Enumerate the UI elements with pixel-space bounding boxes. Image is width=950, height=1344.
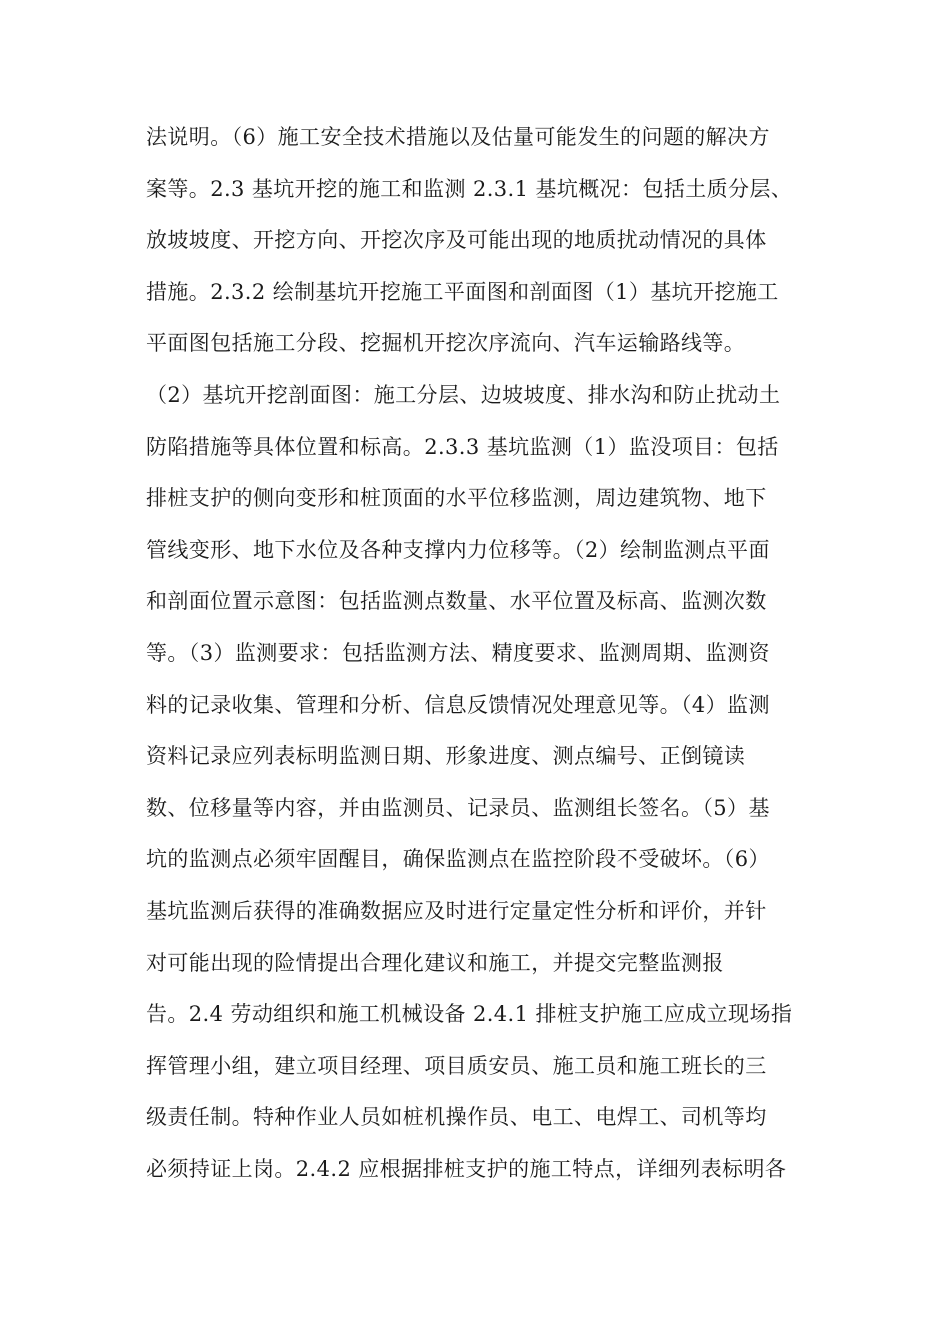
text-line: 数、位移量等内容，并由监测员、记录员、监测组长签名。（5）基 — [146, 795, 770, 820]
text-line: 必须持证上岗。2.4.2 应根据排桩支护的施工特点，详细列表标明各 — [146, 1156, 787, 1181]
text-line: 级责任制。特种作业人员如桩机操作员、电工、电焊工、司机等均 — [146, 1105, 767, 1130]
text-line: 资料记录应列表标明监测日期、形象进度、测点编号、正倒镜读 — [146, 744, 746, 769]
text-line: 告。2.4 劳动组织和施工机械设备 2.4.1 排桩支护施工应成立现场指 — [146, 1002, 793, 1027]
text-line: （2）基坑开挖剖面图：施工分层、边坡坡度、排水沟和防止扰动土 — [146, 382, 781, 407]
text-line: 平面图包括施工分段、挖掘机开挖次序流向、汽车运输路线等。 — [146, 331, 746, 356]
text-line: 坑的监测点必须牢固醒目，确保监测点在监控阶段不受破坏。（6） — [146, 847, 770, 872]
body-text — [146, 117, 826, 1200]
text-line: 管线变形、地下水位及各种支撑内力位移等。（2）绘制监测点平面 — [146, 537, 770, 562]
text-line: 案等。2.3 基坑开挖的施工和监测 2.3.1 基坑概况：包括土质分层、 — [146, 176, 793, 201]
text-line: 和剖面位置示意图：包括监测点数量、水平位置及标高、监测次数 — [146, 589, 767, 614]
text-line: 对可能出现的险情提出合理化建议和施工，并提交完整监测报 — [146, 950, 724, 975]
text-line: 排桩支护的侧向变形和桩顶面的水平位移监测，周边建筑物、地下 — [146, 486, 767, 511]
text-line: 法说明。（6）施工安全技术措施以及估量可能发生的问题的解决方 — [146, 125, 770, 149]
text-line: 挥管理小组，建立项目经理、项目质安员、施工员和施工班长的三 — [146, 1053, 767, 1078]
text-line: 防陷措施等具体位置和标高。2.3.3 基坑监测（1）监没项目：包括 — [146, 434, 779, 459]
text-line: 等。（3）监测要求：包括监测方法、精度要求、监测周期、监测资 — [146, 640, 770, 665]
text-line: 措施。2.3.2 绘制基坑开挖施工平面图和剖面图（1）基坑开挖施工 — [146, 279, 779, 304]
text-line: 料的记录收集、管理和分析、信息反馈情况处理意见等。（4）监测 — [146, 692, 770, 717]
text-line: 放坡坡度、开挖方向、开挖次序及可能出现的地质扰动情况的具体 — [146, 228, 767, 253]
text-line: 基坑监测后获得的准确数据应及时进行定量定性分析和评价，并针 — [146, 898, 767, 923]
